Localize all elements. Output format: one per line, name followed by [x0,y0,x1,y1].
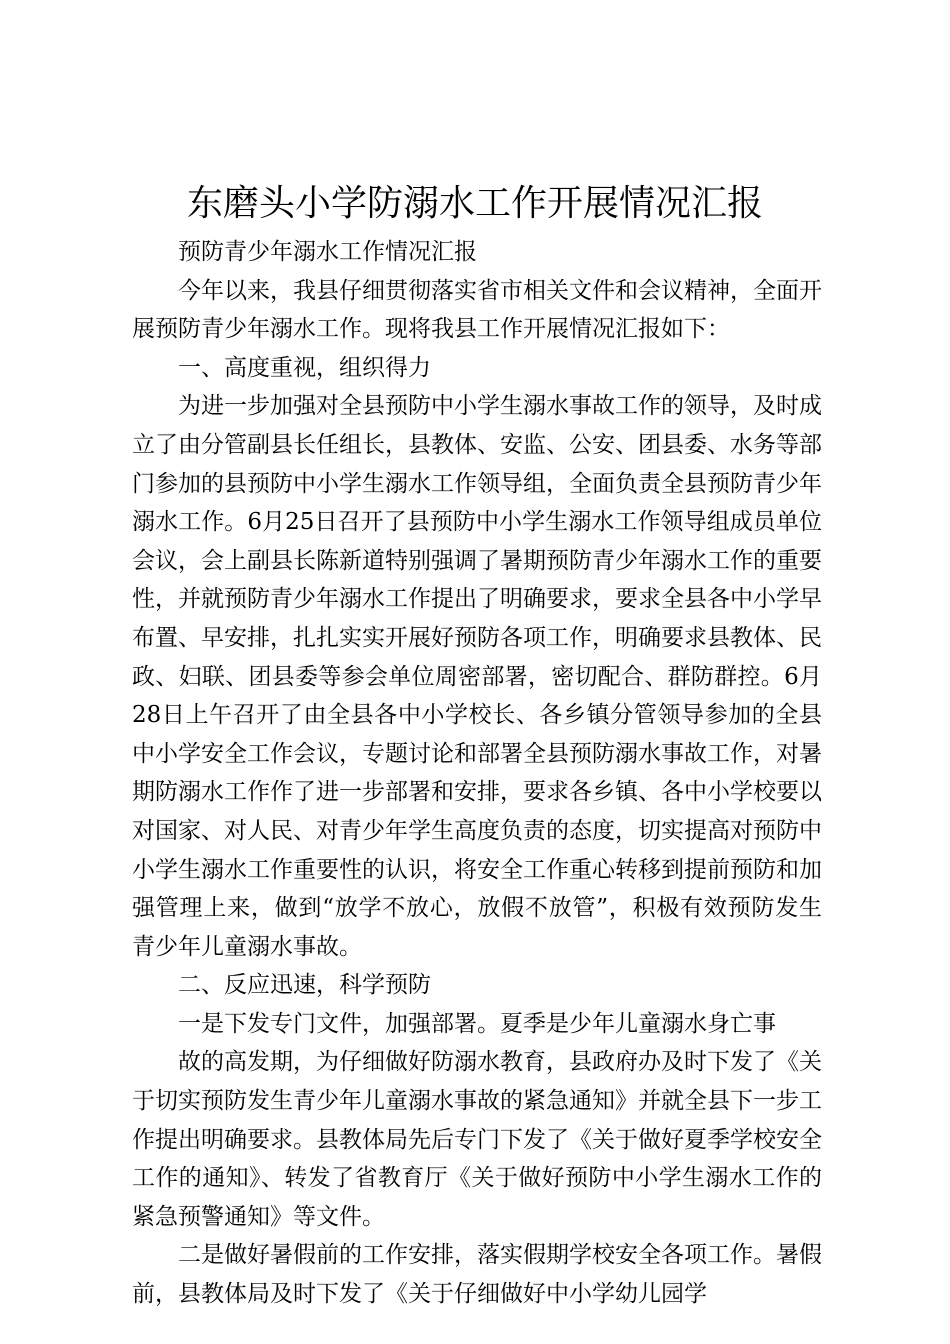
document-body [132,233,822,1314]
paragraph-intro: 今年以来，我县仔细贯彻落实省市相关文件和会议精神，全面开展预防青少年溺水工作。现将我县工作开展情况汇报如下： [132,277,822,343]
section-heading-2: 二、反应迅速，科学预防 [178,972,431,999]
paragraph-point-1: 一是下发专门文件，加强部署。夏季是少年儿童溺水身亡事 [178,1010,776,1037]
paragraph-subtitle: 预防青少年溺水工作情况汇报 [178,239,477,265]
section-heading-1: 一、高度重视，组织得力 [178,354,431,381]
paragraph-point-1-continued: 故的高发期，为仔细做好防溺水教育，县政府办及时下发了《关于切实预防发生青少年儿童溺水事故的紧急通知》并就全县下一步工作提出明确要求。县教体局先后专门下发了《关于做好夏季学校安全工作的通知》、转发了省教育厅《关于做好预防中小学生溺水工作的紧急预警通知》等文件。 [132,1049,822,1230]
paragraph-section-1: 为进一步加强对全县预防中小学生溺水事故工作的领导，及时成立了由分管副县长任组长，县教体、安监、公安、团县委、水务等部门参加的县预防中小学生溺水工作领导组，全面负责全县预防青少年溺水工作。6月25日召开了县预防中小学生溺水工作领导组成员单位会议，会上副县长陈新道特别强调了暑期预防青少年溺水工作的重要性，并就预防青少年溺水工作提出了明确要求，要求全县各中小学早布置、早安排，扎扎实实开展好预防各项工作，明确要求县教体、民政、妇联、团县委等参会单位周密部署，密切配合、群防群控。6月28日上午召开了由全县各中小学校长、各乡镇分管领导参加的全县中小学安全工作会议，专题讨论和部署全县预防溺水事故工作，对暑期防溺水工作作了进一步部署和安排，要求各乡镇、各中小学校要以对国家、对人民、对青少年学生高度负责的态度，切实提高对预防中小学生溺水工作重要性的认识，将安全工作重心转移到提前预防和加强管理上来，做到“放学不放心，放假不放管”，积极有效预防发生青少年儿童溺水事故。 [132,393,822,960]
paragraph-point-2: 二是做好暑假前的工作安排，落实假期学校安全各项工作。暑假前，县教体局及时下发了《关于仔细做好中小学幼儿园学 [132,1242,822,1308]
document-title: 东磨头小学防溺水工作开展情况汇报 [186,183,763,224]
